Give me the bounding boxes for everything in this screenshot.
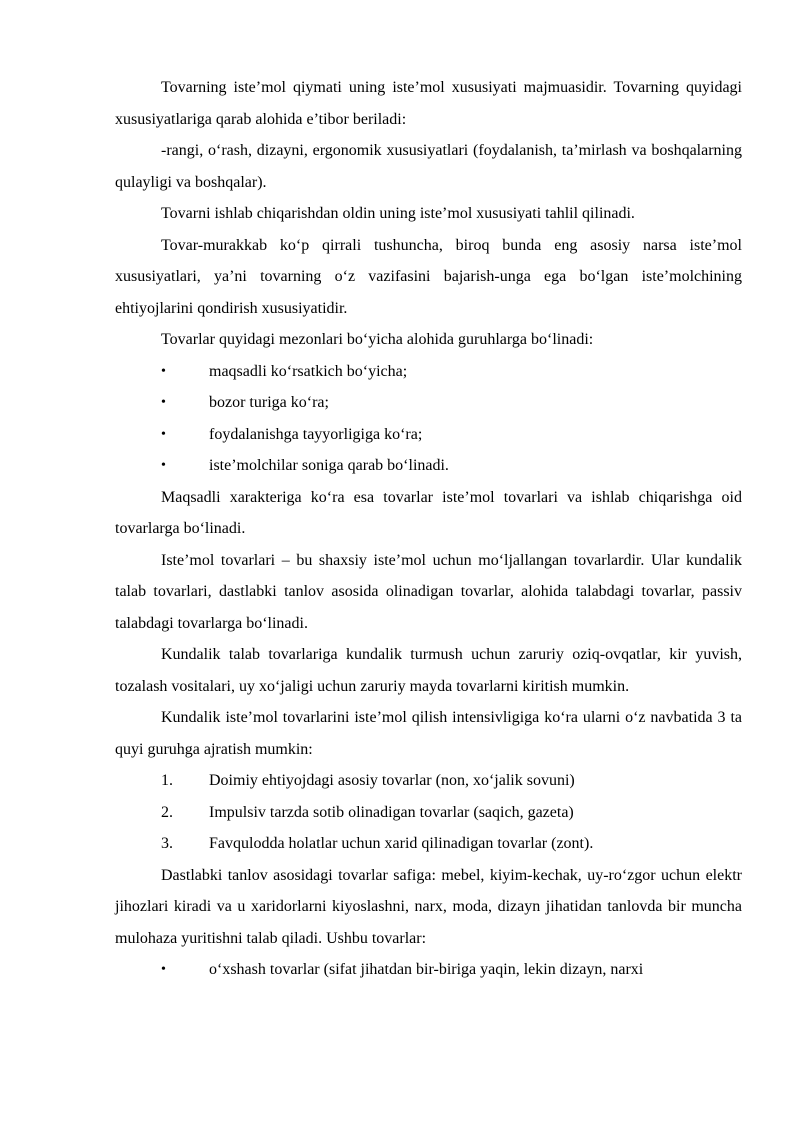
bullet-icon: • (161, 426, 166, 442)
list-item-text: iste’molchilar soniga qarab bo‘linadi. (209, 457, 449, 474)
paragraph: Tovarlar quyidagi mezonlari bo‘yicha alohida guruhlarga bo‘linadi: (161, 331, 594, 348)
paragraph: Maqsadli xarakteriga ko‘ra esa tovarlar iste’mol tovarlari va ishlab chiqarishga oid tovarlarga bo‘linadi. (115, 488, 742, 537)
paragraph: -rangi, o‘rash, dizayni, ergonomik xususiyatlari (foydalanish, ta’mirlash va boshqalarning qulayligi va boshqalar). (115, 142, 742, 191)
list-item-text: Impulsiv tarzda sotib olinadigan tovarlar (saqich, gazeta) (209, 803, 574, 821)
list-item-text: maqsadli ko‘rsatkich bo‘yicha; (209, 362, 408, 380)
paragraph: Tovar-murakkab ko‘p qirrali tushuncha, biroq bunda eng asosiy narsa iste’mol xususiyatlari, ya’ni tovarning o‘z vazifasini bajarish-unga ega bo‘lgan iste’molchining ehtiyojlarini qondirish xususiyatidir. (115, 236, 742, 317)
list-item (115, 419, 742, 451)
numbered-item (115, 765, 742, 797)
list-item (115, 387, 742, 419)
list-item (115, 356, 742, 388)
document-page (115, 72, 742, 986)
numbered-item (115, 828, 742, 860)
numbered-item (115, 797, 742, 829)
paragraph: Iste’mol tovarlari – bu shaxsiy iste’mol uchun mo‘ljallangan tovarlardir. Ular kundalik talab tovarlari, dastlabki tanlov asosida olinadigan tovarlar, alohida talabdagi tovarlar, passiv talabdagi tovarlarga bo‘linadi. (115, 551, 742, 632)
list-item (115, 954, 742, 986)
list-item-text: Favqulodda holatlar uchun xarid qilinadigan tovarlar (zont). (209, 835, 594, 852)
list-item (115, 450, 742, 482)
bullet-icon: • (161, 363, 166, 379)
bullet-icon: • (161, 458, 166, 473)
item-number: 2. (161, 803, 173, 821)
bullet-icon: • (161, 395, 166, 410)
paragraph: Kundalik talab tovarlariga kundalik turmush uchun zaruriy oziq-ovqatlar, kir yuvish, tozalash vositalari, uy xo‘jaligi uchun zaruriy mayda tovarlarni kiritish mumkin. (115, 646, 742, 695)
list-item-text: o‘xshash tovarlar (sifat jihatdan bir-biriga yaqin, lekin dizayn, narxi (209, 961, 644, 978)
paragraph: Dastlabki tanlov asosidagi tovarlar safiga: mebel, kiyim-kechak, uy-ro‘zgor uchun elektr jihozlari kiradi va u xaridorlarni kiyoslashni, narx, moda, dizayn jihatidan tanlovda bir muncha mulohaza yuritishni talab qiladi. Ushbu tovarlar: (115, 866, 742, 947)
list-item-text: Doimiy ehtiyojdagi asosiy tovarlar (non, xo‘jalik sovuni) (209, 772, 575, 789)
item-number: 3. (161, 835, 173, 852)
paragraph: Tovarning iste’mol qiymati uning iste’mol xususiyati majmuasidir. Tovarning quyidagi xususiyatlariga qarab alohida e’tibor beriladi: (115, 79, 742, 128)
item-number: 1. (161, 772, 173, 789)
paragraph: Tovarni ishlab chiqarishdan oldin uning iste’mol xususiyati tahlil qilinadi. (161, 205, 635, 222)
list-item-text: bozor turiga ko‘ra; (209, 394, 329, 411)
bullet-icon: • (161, 962, 166, 977)
list-item-text: foydalanishga tayyorligiga ko‘ra; (209, 425, 423, 443)
paragraph: Kundalik iste’mol tovarlarini iste’mol qilish intensivligiga ko‘ra ularni o‘z navbatida 3 ta quyi guruhga ajratish mumkin: (115, 709, 742, 758)
